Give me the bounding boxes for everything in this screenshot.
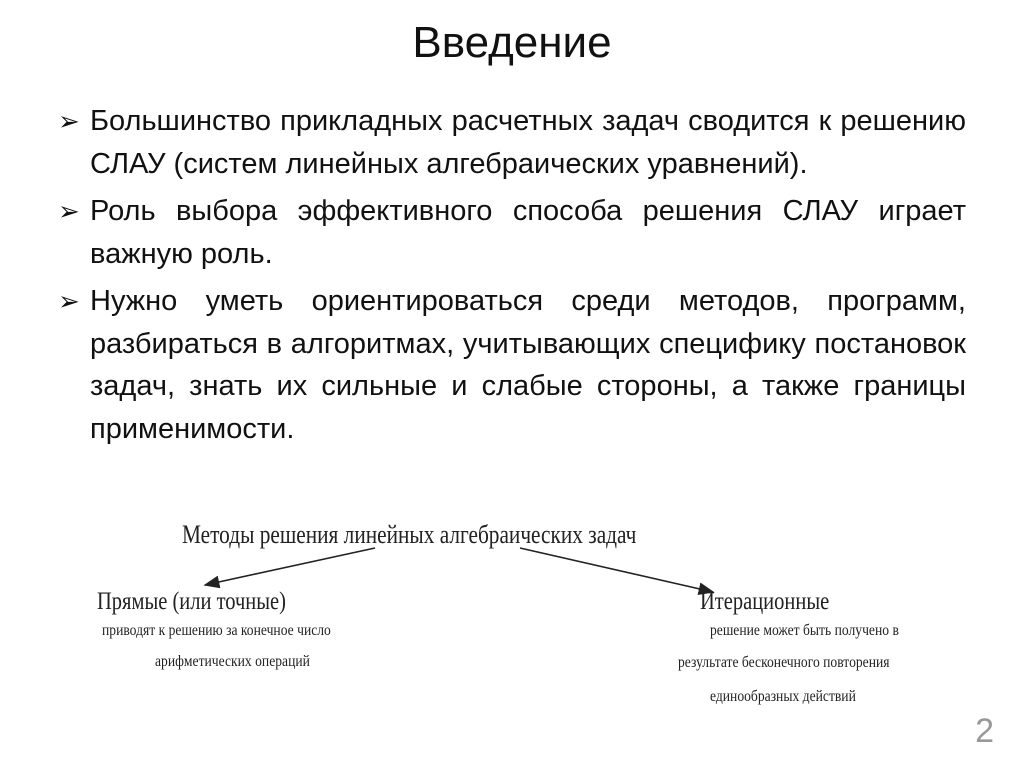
iterative-methods-heading: Итерационные: [700, 588, 830, 615]
bullet-text: Нужно уметь ориентироваться среди методов, программ, разбираться в алгоритмах, учитывающих специфику постановок задач, знать их сильные и слабые стороны, а также границы применимости.: [90, 285, 966, 445]
arrow-bullet-icon: ➢: [58, 196, 80, 226]
arrow-bullet-icon: ➢: [58, 286, 80, 316]
iterative-methods-desc: единообразных действий: [710, 688, 856, 705]
arrow-right: [520, 548, 713, 592]
arrow-bullet-icon: ➢: [58, 106, 80, 136]
iterative-methods-desc: результате бесконечного повторения: [678, 654, 890, 671]
arrow-left: [205, 548, 375, 585]
direct-methods-desc: арифметических операций: [155, 653, 310, 670]
slide-title: Введение: [412, 18, 612, 67]
iterative-methods-desc: решение может быть получено в: [710, 622, 899, 639]
page-number: 2: [975, 712, 994, 750]
direct-methods-desc: приводят к решению за конечное число: [102, 622, 331, 639]
bullet-text: Большинство прикладных расчетных задач сводится к решению СЛАУ (систем линейных алгебраических уравнений).: [90, 105, 966, 180]
direct-methods-heading: Прямые (или точные): [97, 588, 286, 615]
bullet-text: Роль выбора эффективного способа решения СЛАУ играет важную роль.: [90, 195, 966, 270]
diagram-title: Методы решения линейных алгебраических задач: [182, 520, 637, 549]
